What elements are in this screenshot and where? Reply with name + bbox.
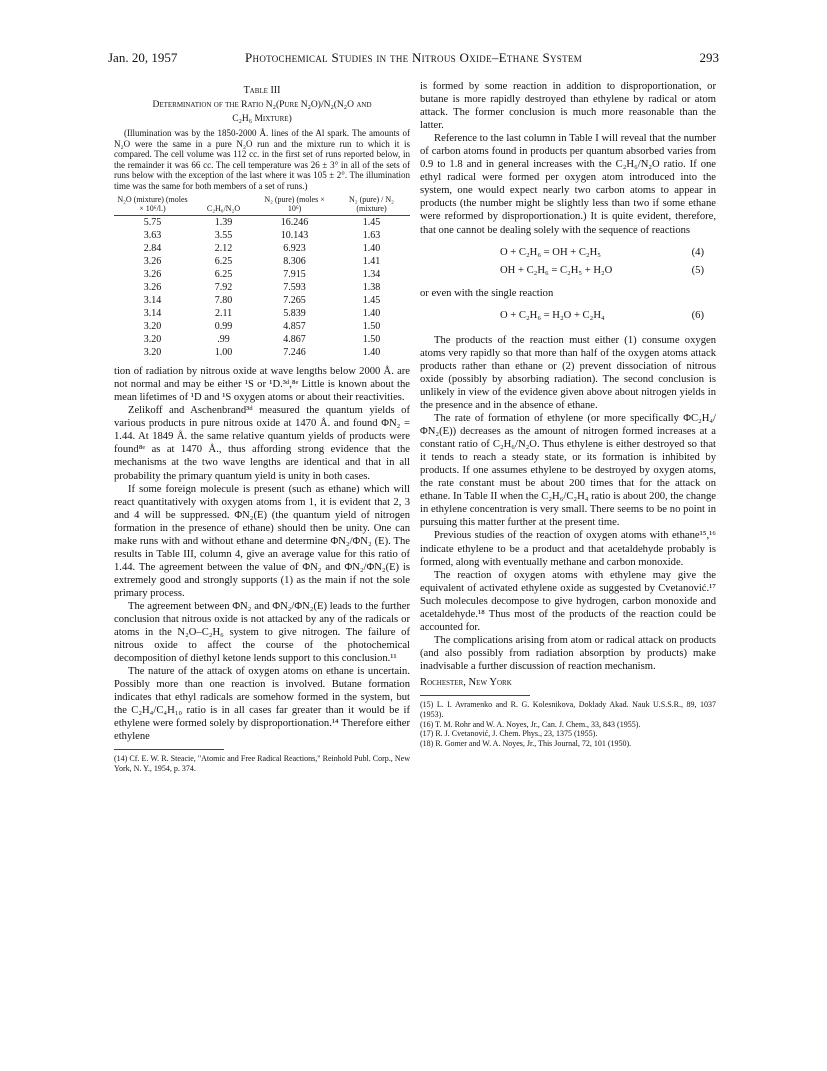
table-note: (Illumination was by the 1850-2000 Å. lines of the Al spark. The amounts of N₂O were the same in a pure N₂O run and the mixture run to which it is compared. The cell volume was 112 cc. in the first set of runs reported below, in the remainder it was 66 cc. The cell temperature was 26 ± 3° in all of the sets of runs below with the exception of the last where it was 105 ± 2°. The illumination time was the same for both members of a set of runs.) (114, 128, 410, 192)
table-cell: 2.84 (143, 242, 162, 254)
paragraph: Previous studies of the reaction of oxygen atoms with ethane¹⁵,¹⁶ indicate ethylene to be a product and that acetaldehyde probably is formed, along with eventually methane and carbon monoxide. (420, 530, 716, 568)
table-cell: 3.63 (143, 229, 162, 241)
table-row (114, 320, 410, 333)
footnote: (14) Cf. E. W. R. Steacie, "Atomic and Free Radical Reactions," Reinhold Publ. Corp., New York, N. Y., 1954, p. 374. (114, 754, 410, 774)
paragraph: The agreement between ΦN₂ and ΦN₂/ΦN₂(E) leads to the further conclusion that nitrous oxide is not attacked by any of the radicals or atoms in the N₂O–C₂H₆ system to give nitrogen. The failure of nitrous oxide to affect the course of the photochemical decomposition of diethyl ketone lends support to this conclusion.¹¹ (114, 600, 410, 665)
header-date: Jan. 20, 1957 (108, 50, 178, 65)
paragraph: tion of radiation by nitrous oxide at wave lengths below 2000 Å. are not normal and may be either ¹S or ¹D.³ᵈ,⁸ᵉ Little is known about the mean lifetimes of ¹D and ¹S oxygen atoms or about their reactivities. (114, 366, 410, 404)
table-cell: 7.80 (214, 294, 233, 306)
table-cell: 1.45 (362, 216, 381, 228)
footnote: (18) R. Gomer and W. A. Noyes, Jr., This Journal, 72, 101 (1950). (420, 739, 632, 749)
equation-text: O + C₂H₆ = OH + C₂H₅ (500, 246, 601, 258)
table-cell: 3.26 (143, 255, 162, 267)
table-cell: 7.265 (283, 294, 306, 306)
table-cell: 6.25 (214, 255, 233, 267)
paragraph: The rate of formation of ethylene (or more specifically ΦC₂H₄/ΦN₂(E)) decreases as the amount of nitrogen formed increases at a constant ratio of C₂H₆/N₂O. Thus ethylene is either destroyed so that it tends to reach a steady state, or its formation is inhibited by products. If one assumes ethylene to be destroyed by oxygen atoms, the rate constant must be about 200 times that for the attack on ethane. In Table II when the C₂H₆/C₂H₄ ratio is about 200, the change in ethylene concentration is very small. There seems to be no point in pursuing this matter further at the present time. (420, 413, 716, 529)
table-cell: 7.92 (214, 281, 233, 293)
table-cell: 1.40 (362, 242, 381, 254)
author-location: Rochester, New York (420, 676, 512, 688)
column-header: N₂ (pure) (moles × 10⁶) (256, 195, 333, 216)
table-subtitle-1: Determination of the Ratio N₂(Pure N₂O)/N₂(N₂O and (152, 100, 372, 111)
table-cell: 7.915 (283, 268, 306, 280)
equation (420, 309, 716, 322)
table-cell: 1.40 (362, 347, 381, 359)
paragraph: Zelikoff and Aschenbrand³ᵈ measured the quantum yields of various products in pure nitrous oxide at 1470 Å. and found ΦN₂ = 1.44. At 1849 Å. the same relative quantum yields of products were found⁸ᵉ as at 1470 Å., thus affording strong evidence that the mechanisms at the two wave lengths are identical and that in all probability the primary quantum yield is unity in both cases. (114, 405, 410, 482)
right-column (420, 80, 716, 749)
table-cell: .99 (217, 334, 230, 346)
footnote-divider (114, 749, 224, 750)
table-cell: 1.45 (362, 294, 381, 306)
table-cell: 3.14 (143, 294, 162, 306)
equation-number: (4) (691, 246, 704, 258)
table-subtitle-2: C₂H₆ Mixture) (232, 114, 292, 125)
table-cell: 0.99 (214, 320, 233, 332)
table-row (114, 281, 410, 294)
table-cell: 16.246 (280, 216, 309, 228)
table-cell: 1.38 (362, 281, 381, 293)
table-row (114, 307, 410, 320)
table-cell: 4.867 (283, 334, 306, 346)
page-number: 293 (699, 50, 719, 65)
table-title: Table III (243, 85, 281, 96)
table-cell: 3.20 (143, 334, 162, 346)
equation (420, 264, 716, 277)
table-cell: 1.00 (214, 347, 233, 359)
equation-text: OH + C₂H₆ = C₂H₅ + H₂O (500, 264, 613, 276)
paragraph: The products of the reaction must either (1) consume oxygen atoms very rapidly so that more than half of the oxygen atoms attack products rather than ethane or (2) prevent dissociation of nitrous oxide (possibly by absorbing radiation). The second conclusion is unlikely in view of the evidence given above about nitrogen yields in the presence and in the absence of ethane. (420, 334, 716, 411)
table-row (114, 333, 410, 346)
table-cell: 1.34 (362, 268, 381, 280)
paragraph: or even with the single reaction (420, 287, 554, 299)
table-cell: 2.12 (214, 242, 233, 254)
table-row (114, 229, 410, 242)
column-header: C₂H₆/N₂O (191, 195, 256, 216)
page-header (108, 50, 719, 70)
table-cell: 3.55 (214, 229, 233, 241)
equation-number: (5) (691, 264, 704, 276)
table-cell: 7.246 (283, 347, 306, 359)
table-row (114, 346, 410, 359)
table-cell: 1.50 (362, 334, 381, 346)
column-header: N₂ (pure) / N₂ (mixture) (333, 195, 410, 216)
equation-text: O + C₂H₆ = H₂O + C₂H₄ (500, 309, 605, 321)
table-cell: 1.50 (362, 320, 381, 332)
table-cell: 10.143 (280, 229, 309, 241)
table-cell: 4.857 (283, 320, 306, 332)
header-title: Photochemical Studies in the Nitrous Oxide–Ethane System (244, 50, 583, 65)
paragraph: The complications arising from atom or radical attack on products (and also possibly from radiation absorption by products) make inadvisable a further discussion of reaction mechanism. (420, 634, 716, 672)
table-row (114, 255, 410, 268)
table-cell: 1.41 (362, 255, 381, 267)
table-cell: 6.923 (283, 242, 306, 254)
paragraph: The reaction of oxygen atoms with ethylene may give the equivalent of activated ethylene oxide as suggested by Cvetanović.¹⁷ Such molecules decompose to give hydrogen, carbon monoxide and acetaldehyde.¹⁸ Thus most of the products of the reaction could be accounted for. (420, 569, 716, 633)
footnote: (16) T. M. Rohr and W. A. Noyes, Jr., Can. J. Chem., 33, 843 (1955). (420, 719, 641, 729)
table-cell: 3.20 (143, 320, 162, 332)
data-table (114, 195, 410, 360)
table-cell: 5.75 (143, 216, 162, 228)
table-row (114, 268, 410, 281)
table-cell: 7.593 (283, 281, 306, 293)
table-row (114, 294, 410, 307)
table-cell: 3.26 (143, 268, 162, 280)
table-row (114, 242, 410, 255)
paragraph: If some foreign molecule is present (such as ethane) which will react quantitatively with oxygen atoms from 1, it is evident that 2, 3 and 4 will be suppressed. ΦN₂(E) (the quantum yield of nitrogen formation in the presence of ethane) should then be unity. One can make runs with and without ethane and determine ΦN₂/ΦN₂ (E). The results in Table III, column 4, give an average value for this ratio of 1.44. The agreement between the value of ΦN₂ and ΦN₂/ΦN₂(E) is extremely good and strongly supports (1) as the main if not the sole primary process. (114, 483, 410, 599)
table-cell: 2.11 (214, 307, 233, 319)
paragraph: The nature of the attack of oxygen atoms on ethane is uncertain. Possibly more than one reaction is involved. Butane formation indicates that ethyl radicals are somehow formed in the system, but the C₂H₄/C₄H₁₀ ratio is in all cases far greater than it would be if ethylene were formed solely by disproportionation.¹⁴ Therefore either ethylene (114, 666, 410, 743)
table-cell: 1.63 (362, 229, 381, 241)
paragraph: Reference to the last column in Table I will reveal that the number of carbon atoms found in products per quantum absorbed varies from 0.9 to 1.8 and in general increases with the C₂H₆/N₂O ratio. If one ethyl radical were formed per oxygen atom introduced into the system, one would expect nearly two carbon atoms to appear in products (the number might be slightly less than two if some ethane were reformed by disproportionation.) It is quite evident, therefore, that one cannot be dealing solely with the sequence of reactions (420, 133, 716, 236)
left-column (114, 80, 410, 774)
paragraph: is formed by some reaction in addition to disproportionation, or butane is more rapidly destroyed than ethylene by radical or atom attack. The former conclusion is much more reasonable than the latter. (420, 81, 716, 132)
equation (420, 246, 716, 259)
table-cell: 3.26 (143, 281, 162, 293)
footnote: (17) R. J. Cvetanović, J. Chem. Phys., 23, 1375 (1955). (420, 729, 598, 739)
table-cell: 5.839 (283, 307, 306, 319)
table-cell: 3.14 (143, 307, 162, 319)
equation-number: (6) (691, 309, 704, 321)
table-cell: 1.39 (214, 216, 233, 228)
table-cell: 8.306 (283, 255, 306, 267)
table-cell: 3.20 (143, 347, 162, 359)
table-cell: 1.40 (362, 307, 381, 319)
column-header: N₂O (mixture) (moles × 10⁶/l.) (114, 195, 191, 216)
footnote: (15) L. I. Avramenko and R. G. Kolesnikova, Doklady Akad. Nauk U.S.S.R., 89, 1037 (1953). (420, 700, 716, 719)
table-cell: 6.25 (214, 268, 233, 280)
footnote-divider (420, 695, 530, 696)
table-row (114, 215, 410, 229)
